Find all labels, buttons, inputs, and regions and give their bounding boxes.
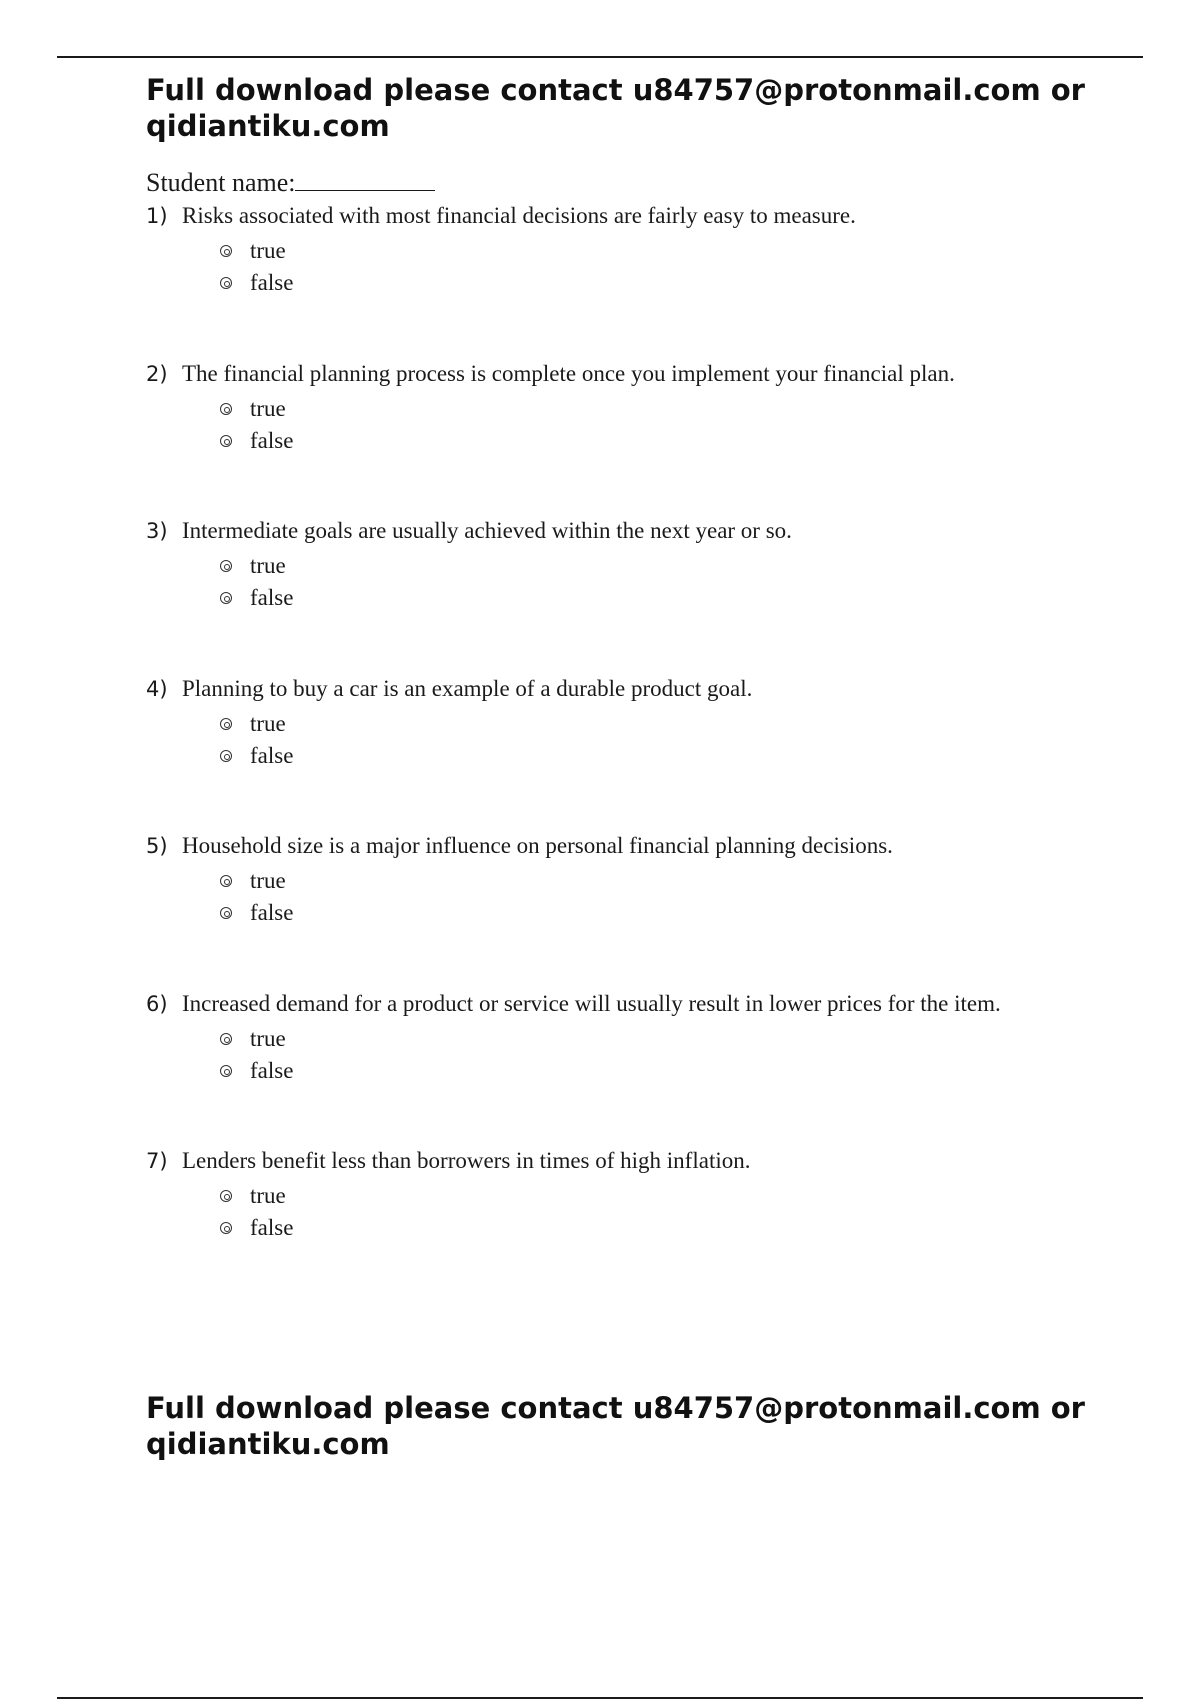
question-3 bbox=[146, 518, 1146, 614]
banner-line-1: Full download please contact u84757@protonmail.com or bbox=[146, 1391, 1085, 1425]
option-true[interactable] bbox=[146, 865, 1146, 897]
option-label: true bbox=[250, 1026, 286, 1051]
question-number: 7) bbox=[146, 1149, 168, 1173]
bottom-banner bbox=[146, 1390, 1106, 1462]
top-banner bbox=[146, 72, 1106, 144]
option-true[interactable] bbox=[146, 393, 1146, 425]
option-label: true bbox=[250, 396, 286, 421]
option-label: true bbox=[250, 711, 286, 736]
question-number: 3) bbox=[146, 519, 168, 543]
option-false[interactable] bbox=[146, 582, 1146, 614]
option-label: true bbox=[250, 238, 286, 263]
question-number: 5) bbox=[146, 834, 168, 858]
option-false[interactable] bbox=[146, 1055, 1146, 1087]
banner-line-1: Full download please contact u84757@protonmail.com or bbox=[146, 73, 1085, 107]
question-5 bbox=[146, 833, 1146, 929]
option-label: false bbox=[250, 270, 294, 295]
radio-icon[interactable] bbox=[220, 907, 232, 919]
radio-icon[interactable] bbox=[220, 1190, 232, 1202]
radio-icon[interactable] bbox=[220, 750, 232, 762]
radio-icon[interactable] bbox=[220, 245, 232, 257]
option-true[interactable] bbox=[146, 550, 1146, 582]
radio-icon[interactable] bbox=[220, 1033, 232, 1045]
option-label: false bbox=[250, 585, 294, 610]
question-text: Risks associated with most financial decisions are fairly easy to measure. bbox=[182, 203, 856, 228]
top-rule bbox=[57, 56, 1143, 58]
option-true[interactable] bbox=[146, 1023, 1146, 1055]
question-text: Household size is a major influence on personal financial planning decisions. bbox=[182, 833, 893, 858]
option-false[interactable] bbox=[146, 740, 1146, 772]
option-false[interactable] bbox=[146, 267, 1146, 299]
radio-icon[interactable] bbox=[220, 875, 232, 887]
radio-icon[interactable] bbox=[220, 435, 232, 447]
radio-icon[interactable] bbox=[220, 1222, 232, 1234]
banner-line-2: qidiantiku.com bbox=[146, 1427, 390, 1461]
option-false[interactable] bbox=[146, 425, 1146, 457]
question-number: 2) bbox=[146, 362, 168, 386]
question-7 bbox=[146, 1148, 1146, 1244]
question-number: 6) bbox=[146, 992, 168, 1016]
option-label: false bbox=[250, 1215, 294, 1240]
question-1 bbox=[146, 203, 1146, 299]
question-text: Planning to buy a car is an example of a durable product goal. bbox=[182, 676, 753, 701]
question-text: The financial planning process is complete once you implement your financial plan. bbox=[182, 361, 955, 386]
radio-icon[interactable] bbox=[220, 277, 232, 289]
option-false[interactable] bbox=[146, 897, 1146, 929]
option-true[interactable] bbox=[146, 708, 1146, 740]
student-name-label: Student name: bbox=[146, 168, 296, 197]
option-label: true bbox=[250, 553, 286, 578]
question-2 bbox=[146, 361, 1146, 457]
option-label: true bbox=[250, 868, 286, 893]
question-number: 4) bbox=[146, 677, 168, 701]
question-text: Lenders benefit less than borrowers in times of high inflation. bbox=[182, 1148, 751, 1173]
question-4 bbox=[146, 676, 1146, 772]
banner-line-2: qidiantiku.com bbox=[146, 109, 390, 143]
question-text: Intermediate goals are usually achieved within the next year or so. bbox=[182, 518, 792, 543]
option-label: false bbox=[250, 743, 294, 768]
option-label: false bbox=[250, 900, 294, 925]
option-true[interactable] bbox=[146, 235, 1146, 267]
option-label: true bbox=[250, 1183, 286, 1208]
question-number: 1) bbox=[146, 204, 168, 228]
option-false[interactable] bbox=[146, 1212, 1146, 1244]
student-name-blank bbox=[295, 168, 435, 191]
radio-icon[interactable] bbox=[220, 560, 232, 572]
option-true[interactable] bbox=[146, 1180, 1146, 1212]
bottom-rule bbox=[57, 1697, 1143, 1699]
student-name-field bbox=[146, 168, 435, 198]
radio-icon[interactable] bbox=[220, 718, 232, 730]
option-label: false bbox=[250, 428, 294, 453]
question-text: Increased demand for a product or service will usually result in lower prices for the item. bbox=[182, 991, 1001, 1016]
option-label: false bbox=[250, 1058, 294, 1083]
radio-icon[interactable] bbox=[220, 403, 232, 415]
radio-icon[interactable] bbox=[220, 1065, 232, 1077]
radio-icon[interactable] bbox=[220, 592, 232, 604]
question-6 bbox=[146, 991, 1146, 1087]
